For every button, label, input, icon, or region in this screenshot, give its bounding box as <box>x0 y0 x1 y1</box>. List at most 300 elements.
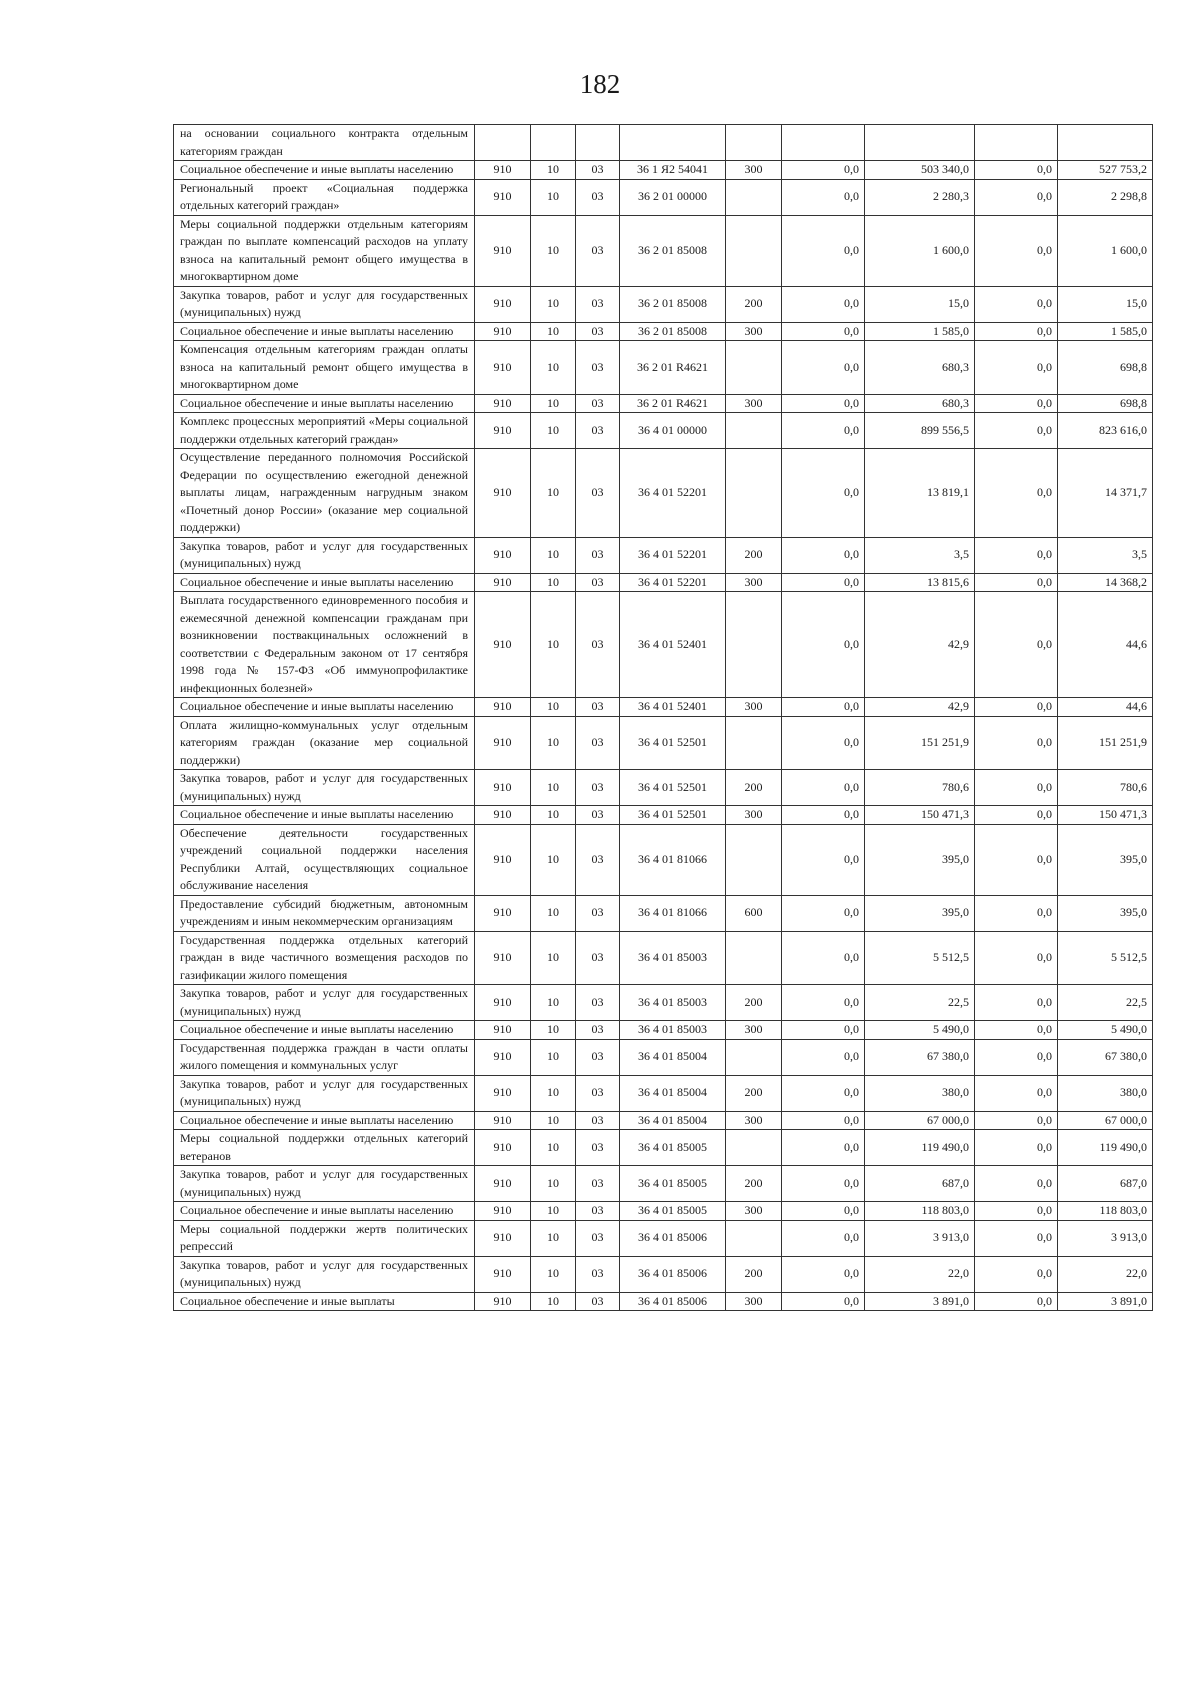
amount-cell-3: 0,0 <box>975 931 1058 985</box>
amount-cell-2: 687,0 <box>865 1166 975 1202</box>
expense-type-cell: 200 <box>726 1166 782 1202</box>
admin-code-cell: 910 <box>475 1256 531 1292</box>
row-name-cell: Закупка товаров, работ и услуг для государственных (муниципальных) нужд <box>174 770 475 806</box>
target-article-cell: 36 4 01 52501 <box>620 770 726 806</box>
page-number: 182 <box>579 69 621 99</box>
target-article-cell: 36 4 01 52501 <box>620 806 726 825</box>
section-code-cell: 10 <box>531 1039 576 1075</box>
target-article-cell: 36 4 01 52201 <box>620 537 726 573</box>
row-name-cell: Закупка товаров, работ и услуг для государственных (муниципальных) нужд <box>174 985 475 1021</box>
amount-cell-4: 780,6 <box>1058 770 1153 806</box>
row-name-cell: на основании социального контракта отдельным категориям граждан <box>174 125 475 161</box>
amount-cell-1: 0,0 <box>782 592 865 698</box>
section-code-cell: 10 <box>531 215 576 286</box>
section-code-cell: 10 <box>531 985 576 1021</box>
expense-type-cell: 300 <box>726 322 782 341</box>
amount-cell-3: 0,0 <box>975 413 1058 449</box>
expense-type-cell <box>726 413 782 449</box>
section-code-cell: 10 <box>531 1111 576 1130</box>
amount-cell-3: 0,0 <box>975 985 1058 1021</box>
amount-cell-4: 67 000,0 <box>1058 1111 1153 1130</box>
amount-cell-4: 1 600,0 <box>1058 215 1153 286</box>
target-article-cell: 36 4 01 85006 <box>620 1220 726 1256</box>
row-name-cell: Меры социальной поддержки отдельным категориям граждан по выплате компенсаций расходов на уплату взноса на капитальный ремонт общего имущества в многоквартирном доме <box>174 215 475 286</box>
row-name-cell: Социальное обеспечение и иные выплаты населению <box>174 161 475 180</box>
target-article-cell: 36 4 01 85005 <box>620 1202 726 1221</box>
expense-type-cell: 300 <box>726 1021 782 1040</box>
expense-type-cell <box>726 179 782 215</box>
expense-type-cell: 200 <box>726 985 782 1021</box>
amount-cell-4: 150 471,3 <box>1058 806 1153 825</box>
target-article-cell: 36 1 Я2 54041 <box>620 161 726 180</box>
subsection-code-cell: 03 <box>576 1039 620 1075</box>
subsection-code-cell: 03 <box>576 931 620 985</box>
table-row <box>174 1130 1153 1166</box>
row-name-cell: Обеспечение деятельности государственных учреждений социальной поддержки населения Республики Алтай, осуществляющих социальное обслуживание населения <box>174 824 475 895</box>
amount-cell-2: 13 819,1 <box>865 449 975 538</box>
target-article-cell: 36 4 01 52401 <box>620 698 726 717</box>
amount-cell-3: 0,0 <box>975 322 1058 341</box>
admin-code-cell: 910 <box>475 394 531 413</box>
subsection-code-cell: 03 <box>576 698 620 717</box>
subsection-code-cell: 03 <box>576 806 620 825</box>
amount-cell-2: 2 280,3 <box>865 179 975 215</box>
target-article-cell: 36 4 01 85005 <box>620 1166 726 1202</box>
amount-cell-1: 0,0 <box>782 985 865 1021</box>
amount-cell-2: 42,9 <box>865 592 975 698</box>
expense-type-cell: 300 <box>726 806 782 825</box>
table-row <box>174 1202 1153 1221</box>
amount-cell-3: 0,0 <box>975 806 1058 825</box>
section-code-cell: 10 <box>531 286 576 322</box>
subsection-code-cell: 03 <box>576 286 620 322</box>
budget-table <box>173 124 1153 1311</box>
admin-code-cell: 910 <box>475 161 531 180</box>
subsection-code-cell: 03 <box>576 215 620 286</box>
subsection-code-cell: 03 <box>576 770 620 806</box>
amount-cell-2: 119 490,0 <box>865 1130 975 1166</box>
amount-cell-1: 0,0 <box>782 413 865 449</box>
amount-cell-4: 14 368,2 <box>1058 573 1153 592</box>
amount-cell-2: 15,0 <box>865 286 975 322</box>
amount-cell-3: 0,0 <box>975 215 1058 286</box>
amount-cell-3: 0,0 <box>975 1256 1058 1292</box>
amount-cell-1: 0,0 <box>782 806 865 825</box>
section-code-cell: 10 <box>531 931 576 985</box>
table-row <box>174 698 1153 717</box>
admin-code-cell: 910 <box>475 537 531 573</box>
section-code-cell: 10 <box>531 573 576 592</box>
section-code-cell: 10 <box>531 592 576 698</box>
amount-cell-1: 0,0 <box>782 931 865 985</box>
subsection-code-cell: 03 <box>576 322 620 341</box>
expense-type-cell <box>726 125 782 161</box>
amount-cell-1: 0,0 <box>782 1166 865 1202</box>
admin-code-cell: 910 <box>475 1220 531 1256</box>
amount-cell-2: 5 490,0 <box>865 1021 975 1040</box>
target-article-cell: 36 4 01 52501 <box>620 716 726 770</box>
amount-cell-1: 0,0 <box>782 286 865 322</box>
target-article-cell: 36 4 01 85006 <box>620 1256 726 1292</box>
expense-type-cell <box>726 824 782 895</box>
section-code-cell: 10 <box>531 824 576 895</box>
section-code-cell: 10 <box>531 1130 576 1166</box>
expense-type-cell: 300 <box>726 698 782 717</box>
admin-code-cell: 910 <box>475 1021 531 1040</box>
amount-cell-2: 22,0 <box>865 1256 975 1292</box>
amount-cell-4: 5 490,0 <box>1058 1021 1153 1040</box>
admin-code-cell: 910 <box>475 985 531 1021</box>
admin-code-cell: 910 <box>475 286 531 322</box>
target-article-cell: 36 4 01 85004 <box>620 1039 726 1075</box>
admin-code-cell: 910 <box>475 413 531 449</box>
table-row <box>174 770 1153 806</box>
amount-cell-3: 0,0 <box>975 1292 1058 1311</box>
table-row <box>174 125 1153 161</box>
subsection-code-cell: 03 <box>576 1220 620 1256</box>
subsection-code-cell: 03 <box>576 413 620 449</box>
amount-cell-2: 780,6 <box>865 770 975 806</box>
amount-cell-2: 151 251,9 <box>865 716 975 770</box>
amount-cell-3: 0,0 <box>975 1166 1058 1202</box>
target-article-cell: 36 2 01 00000 <box>620 179 726 215</box>
subsection-code-cell: 03 <box>576 1075 620 1111</box>
section-code-cell: 10 <box>531 413 576 449</box>
table-row <box>174 1111 1153 1130</box>
amount-cell-1: 0,0 <box>782 161 865 180</box>
expense-type-cell: 200 <box>726 537 782 573</box>
admin-code-cell: 910 <box>475 931 531 985</box>
subsection-code-cell: 03 <box>576 985 620 1021</box>
subsection-code-cell: 03 <box>576 449 620 538</box>
amount-cell-4: 2 298,8 <box>1058 179 1153 215</box>
amount-cell-1: 0,0 <box>782 716 865 770</box>
target-article-cell: 36 4 01 85003 <box>620 931 726 985</box>
amount-cell-3: 0,0 <box>975 716 1058 770</box>
row-name-cell: Социальное обеспечение и иные выплаты населению <box>174 573 475 592</box>
expense-type-cell: 200 <box>726 770 782 806</box>
amount-cell-4: 14 371,7 <box>1058 449 1153 538</box>
admin-code-cell: 910 <box>475 716 531 770</box>
subsection-code-cell: 03 <box>576 1130 620 1166</box>
admin-code-cell: 910 <box>475 341 531 395</box>
admin-code-cell: 910 <box>475 806 531 825</box>
subsection-code-cell: 03 <box>576 895 620 931</box>
section-code-cell: 10 <box>531 394 576 413</box>
amount-cell-2: 380,0 <box>865 1075 975 1111</box>
admin-code-cell: 910 <box>475 1166 531 1202</box>
amount-cell-1: 0,0 <box>782 1021 865 1040</box>
subsection-code-cell: 03 <box>576 1256 620 1292</box>
table-row <box>174 985 1153 1021</box>
row-name-cell: Государственная поддержка граждан в части оплаты жилого помещения и коммунальных услуг <box>174 1039 475 1075</box>
amount-cell-2: 118 803,0 <box>865 1202 975 1221</box>
table-row <box>174 1039 1153 1075</box>
target-article-cell: 36 4 01 85005 <box>620 1130 726 1166</box>
amount-cell-3: 0,0 <box>975 537 1058 573</box>
amount-cell-1: 0,0 <box>782 770 865 806</box>
expense-type-cell <box>726 931 782 985</box>
table-row <box>174 1292 1153 1311</box>
amount-cell-4: 118 803,0 <box>1058 1202 1153 1221</box>
subsection-code-cell: 03 <box>576 394 620 413</box>
amount-cell-1: 0,0 <box>782 895 865 931</box>
target-article-cell: 36 2 01 85008 <box>620 322 726 341</box>
row-name-cell: Меры социальной поддержки отдельных категорий ветеранов <box>174 1130 475 1166</box>
row-name-cell: Социальное обеспечение и иные выплаты населению <box>174 1202 475 1221</box>
row-name-cell: Меры социальной поддержки жертв политических репрессий <box>174 1220 475 1256</box>
subsection-code-cell: 03 <box>576 1021 620 1040</box>
target-article-cell: 36 2 01 85008 <box>620 215 726 286</box>
amount-cell-2 <box>865 125 975 161</box>
amount-cell-4: 3 891,0 <box>1058 1292 1153 1311</box>
amount-cell-1: 0,0 <box>782 179 865 215</box>
amount-cell-4: 3 913,0 <box>1058 1220 1153 1256</box>
expense-type-cell <box>726 1039 782 1075</box>
section-code-cell: 10 <box>531 449 576 538</box>
expense-type-cell: 300 <box>726 1292 782 1311</box>
expense-type-cell <box>726 341 782 395</box>
amount-cell-2: 67 000,0 <box>865 1111 975 1130</box>
amount-cell-3: 0,0 <box>975 449 1058 538</box>
section-code-cell: 10 <box>531 806 576 825</box>
amount-cell-4: 22,5 <box>1058 985 1153 1021</box>
amount-cell-2: 150 471,3 <box>865 806 975 825</box>
amount-cell-4: 687,0 <box>1058 1166 1153 1202</box>
expense-type-cell: 200 <box>726 1075 782 1111</box>
amount-cell-3: 0,0 <box>975 286 1058 322</box>
expense-type-cell: 300 <box>726 394 782 413</box>
expense-type-cell <box>726 592 782 698</box>
target-article-cell: 36 4 01 52201 <box>620 573 726 592</box>
table-row <box>174 1220 1153 1256</box>
amount-cell-1: 0,0 <box>782 1202 865 1221</box>
row-name-cell: Осуществление переданного полномочия Российской Федерации по осуществлению ежегодной денежной выплаты лицам, награжденным нагрудным знаком «Почетный донор России» (оказание мер социальной поддержки) <box>174 449 475 538</box>
amount-cell-1: 0,0 <box>782 1075 865 1111</box>
target-article-cell: 36 4 01 85004 <box>620 1111 726 1130</box>
subsection-code-cell: 03 <box>576 1202 620 1221</box>
amount-cell-4: 151 251,9 <box>1058 716 1153 770</box>
table-row <box>174 286 1153 322</box>
table-row <box>174 1166 1153 1202</box>
section-code-cell: 10 <box>531 537 576 573</box>
amount-cell-1: 0,0 <box>782 1256 865 1292</box>
amount-cell-4: 698,8 <box>1058 394 1153 413</box>
admin-code-cell: 910 <box>475 1130 531 1166</box>
table-row <box>174 592 1153 698</box>
amount-cell-4: 1 585,0 <box>1058 322 1153 341</box>
admin-code-cell: 910 <box>475 824 531 895</box>
section-code-cell: 10 <box>531 1220 576 1256</box>
amount-cell-1: 0,0 <box>782 215 865 286</box>
target-article-cell: 36 2 01 R4621 <box>620 394 726 413</box>
table-row <box>174 895 1153 931</box>
subsection-code-cell: 03 <box>576 824 620 895</box>
section-code-cell: 10 <box>531 179 576 215</box>
admin-code-cell: 910 <box>475 698 531 717</box>
row-name-cell: Закупка товаров, работ и услуг для государственных (муниципальных) нужд <box>174 286 475 322</box>
amount-cell-1: 0,0 <box>782 1130 865 1166</box>
amount-cell-2: 5 512,5 <box>865 931 975 985</box>
row-name-cell: Закупка товаров, работ и услуг для государственных (муниципальных) нужд <box>174 1075 475 1111</box>
amount-cell-2: 1 600,0 <box>865 215 975 286</box>
table-row <box>174 449 1153 538</box>
amount-cell-4 <box>1058 125 1153 161</box>
table-row <box>174 322 1153 341</box>
row-name-cell: Социальное обеспечение и иные выплаты населению <box>174 1111 475 1130</box>
admin-code-cell: 910 <box>475 1075 531 1111</box>
row-name-cell: Закупка товаров, работ и услуг для государственных (муниципальных) нужд <box>174 1166 475 1202</box>
amount-cell-3: 0,0 <box>975 1111 1058 1130</box>
amount-cell-2: 3 913,0 <box>865 1220 975 1256</box>
amount-cell-3: 0,0 <box>975 179 1058 215</box>
target-article-cell: 36 4 01 81066 <box>620 824 726 895</box>
row-name-cell: Комплекс процессных мероприятий «Меры социальной поддержки отдельных категорий граждан» <box>174 413 475 449</box>
amount-cell-4: 3,5 <box>1058 537 1153 573</box>
row-name-cell: Оплата жилищно-коммунальных услуг отдельным категориям граждан (оказание мер социальной поддержки) <box>174 716 475 770</box>
admin-code-cell: 910 <box>475 1202 531 1221</box>
section-code-cell: 10 <box>531 1021 576 1040</box>
table-row <box>174 824 1153 895</box>
subsection-code-cell: 03 <box>576 341 620 395</box>
amount-cell-2: 680,3 <box>865 341 975 395</box>
section-code-cell <box>531 125 576 161</box>
table-row <box>174 413 1153 449</box>
admin-code-cell: 910 <box>475 895 531 931</box>
subsection-code-cell: 03 <box>576 716 620 770</box>
row-name-cell: Предоставление субсидий бюджетным, автономным учреждениям и иным некоммерческим организациям <box>174 895 475 931</box>
section-code-cell: 10 <box>531 1075 576 1111</box>
amount-cell-3: 0,0 <box>975 770 1058 806</box>
target-article-cell: 36 2 01 R4621 <box>620 341 726 395</box>
section-code-cell: 10 <box>531 322 576 341</box>
admin-code-cell: 910 <box>475 179 531 215</box>
amount-cell-2: 13 815,6 <box>865 573 975 592</box>
amount-cell-2: 3,5 <box>865 537 975 573</box>
section-code-cell: 10 <box>531 698 576 717</box>
amount-cell-3: 0,0 <box>975 1075 1058 1111</box>
table-row <box>174 215 1153 286</box>
target-article-cell: 36 4 01 52401 <box>620 592 726 698</box>
amount-cell-3: 0,0 <box>975 824 1058 895</box>
amount-cell-2: 1 585,0 <box>865 322 975 341</box>
amount-cell-1: 0,0 <box>782 824 865 895</box>
section-code-cell: 10 <box>531 1256 576 1292</box>
amount-cell-3: 0,0 <box>975 394 1058 413</box>
table-row <box>174 341 1153 395</box>
amount-cell-4: 44,6 <box>1058 698 1153 717</box>
amount-cell-3: 0,0 <box>975 895 1058 931</box>
section-code-cell: 10 <box>531 1202 576 1221</box>
amount-cell-1: 0,0 <box>782 394 865 413</box>
target-article-cell <box>620 125 726 161</box>
amount-cell-4: 823 616,0 <box>1058 413 1153 449</box>
amount-cell-1: 0,0 <box>782 1111 865 1130</box>
admin-code-cell: 910 <box>475 592 531 698</box>
subsection-code-cell: 03 <box>576 179 620 215</box>
admin-code-cell: 910 <box>475 215 531 286</box>
amount-cell-4: 67 380,0 <box>1058 1039 1153 1075</box>
amount-cell-4: 15,0 <box>1058 286 1153 322</box>
section-code-cell: 10 <box>531 716 576 770</box>
amount-cell-4: 119 490,0 <box>1058 1130 1153 1166</box>
row-name-cell: Социальное обеспечение и иные выплаты населению <box>174 394 475 413</box>
amount-cell-2: 503 340,0 <box>865 161 975 180</box>
table-body <box>174 125 1153 1311</box>
admin-code-cell: 910 <box>475 449 531 538</box>
amount-cell-1: 0,0 <box>782 1039 865 1075</box>
row-name-cell: Выплата государственного единовременного пособия и ежемесячной денежной компенсации гражданам при возникновении поствакцинальных осложнений в соответствии с Федеральным законом от 17 сентября 1998 года № 157-ФЗ «Об иммунопрофилактике инфекционных болезней» <box>174 592 475 698</box>
amount-cell-1: 0,0 <box>782 1220 865 1256</box>
table-row <box>174 1256 1153 1292</box>
expense-type-cell: 300 <box>726 161 782 180</box>
amount-cell-4: 5 512,5 <box>1058 931 1153 985</box>
section-code-cell: 10 <box>531 770 576 806</box>
amount-cell-2: 67 380,0 <box>865 1039 975 1075</box>
admin-code-cell: 910 <box>475 1039 531 1075</box>
amount-cell-1: 0,0 <box>782 449 865 538</box>
amount-cell-2: 899 556,5 <box>865 413 975 449</box>
subsection-code-cell: 03 <box>576 537 620 573</box>
amount-cell-3: 0,0 <box>975 592 1058 698</box>
amount-cell-3: 0,0 <box>975 161 1058 180</box>
row-name-cell: Социальное обеспечение и иные выплаты населению <box>174 322 475 341</box>
table-row <box>174 161 1153 180</box>
amount-cell-3: 0,0 <box>975 341 1058 395</box>
row-name-cell: Социальное обеспечение и иные выплаты населению <box>174 1021 475 1040</box>
expense-type-cell: 300 <box>726 1111 782 1130</box>
row-name-cell: Закупка товаров, работ и услуг для государственных (муниципальных) нужд <box>174 1256 475 1292</box>
amount-cell-3 <box>975 125 1058 161</box>
table-row <box>174 394 1153 413</box>
expense-type-cell <box>726 1220 782 1256</box>
row-name-cell: Закупка товаров, работ и услуг для государственных (муниципальных) нужд <box>174 537 475 573</box>
target-article-cell: 36 4 01 85006 <box>620 1292 726 1311</box>
row-name-cell: Социальное обеспечение и иные выплаты населению <box>174 698 475 717</box>
admin-code-cell: 910 <box>475 770 531 806</box>
amount-cell-2: 42,9 <box>865 698 975 717</box>
expense-type-cell: 600 <box>726 895 782 931</box>
admin-code-cell: 910 <box>475 1292 531 1311</box>
amount-cell-4: 395,0 <box>1058 824 1153 895</box>
table-row <box>174 716 1153 770</box>
row-name-cell: Компенсация отдельным категориям граждан оплаты взноса на капитальный ремонт общего имущества в многоквартирном доме <box>174 341 475 395</box>
table-row <box>174 537 1153 573</box>
target-article-cell: 36 2 01 85008 <box>620 286 726 322</box>
target-article-cell: 36 4 01 81066 <box>620 895 726 931</box>
expense-type-cell: 200 <box>726 286 782 322</box>
expense-type-cell <box>726 215 782 286</box>
table-row <box>174 179 1153 215</box>
amount-cell-1: 0,0 <box>782 537 865 573</box>
amount-cell-3: 0,0 <box>975 1021 1058 1040</box>
target-article-cell: 36 4 01 00000 <box>620 413 726 449</box>
target-article-cell: 36 4 01 85003 <box>620 985 726 1021</box>
amount-cell-4: 527 753,2 <box>1058 161 1153 180</box>
amount-cell-3: 0,0 <box>975 698 1058 717</box>
row-name-cell: Государственная поддержка отдельных категорий граждан в виде частичного возмещения расходов по газификации жилого помещения <box>174 931 475 985</box>
admin-code-cell: 910 <box>475 322 531 341</box>
table-row <box>174 1075 1153 1111</box>
amount-cell-1: 0,0 <box>782 698 865 717</box>
expense-type-cell <box>726 1130 782 1166</box>
amount-cell-1: 0,0 <box>782 341 865 395</box>
section-code-cell: 10 <box>531 1166 576 1202</box>
amount-cell-1: 0,0 <box>782 573 865 592</box>
amount-cell-4: 380,0 <box>1058 1075 1153 1111</box>
amount-cell-3: 0,0 <box>975 1220 1058 1256</box>
amount-cell-1 <box>782 125 865 161</box>
